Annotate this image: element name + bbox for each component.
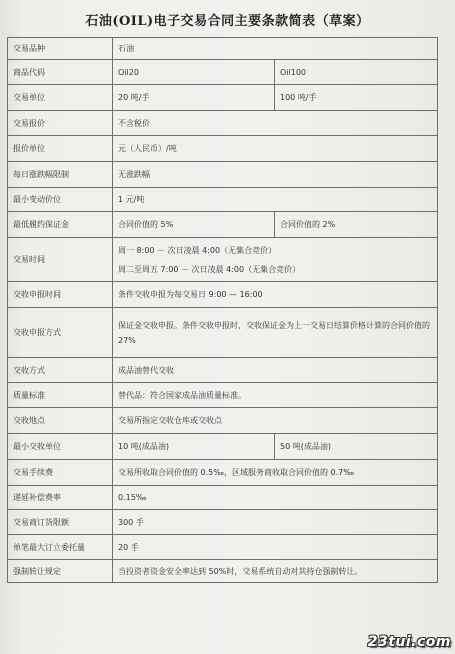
row-value-right: 100 吨/手 <box>275 85 438 111</box>
row-label: 商品代码 <box>8 60 113 85</box>
row-label: 强制转让规定 <box>8 560 113 583</box>
row-value: 交易所收取合同价值的 0.5‰，区域服务商收取合同价值的 0.7‰ <box>113 460 438 486</box>
table-row <box>8 383 438 408</box>
document-title: 石油(OIL)电子交易合同主要条款简表（草案） <box>85 14 370 29</box>
trading-time-line: 周二至周五 7:00 － 次日凌晨 4:00（无集合竞价） <box>118 264 301 274</box>
row-value <box>113 238 438 282</box>
table-row <box>8 162 438 188</box>
table-row <box>8 460 438 486</box>
table-row <box>8 38 438 60</box>
row-label: 交易单位 <box>8 85 113 111</box>
row-value: 条件交收申报为每交易日 9:00 — 16:00 <box>113 282 438 308</box>
table-row <box>8 282 438 308</box>
row-label: 交收申报时间 <box>8 282 113 308</box>
row-value-right: 合同价值的 2% <box>275 212 438 238</box>
row-value-left: Oil20 <box>113 60 275 85</box>
row-label: 交收地点 <box>8 408 113 434</box>
table-row <box>8 308 438 358</box>
site-watermark: 23tui.com <box>367 634 451 650</box>
row-value: 交易所指定交收仓库或交收点 <box>113 408 438 434</box>
row-value: 当投资者资金安全率达到 50%时，交易系统自动对其持仓强制转让。 <box>113 560 438 583</box>
row-label: 最小变动价位 <box>8 188 113 212</box>
row-value: 0.15‰ <box>113 486 438 510</box>
table-row <box>8 358 438 383</box>
table-row <box>8 238 438 282</box>
row-label: 交易报价 <box>8 111 113 136</box>
row-value: 20 手 <box>113 535 438 560</box>
row-value: 无涨跌幅 <box>113 162 438 188</box>
row-value: 不含税价 <box>113 111 438 136</box>
table-row <box>8 60 438 85</box>
row-label: 每日涨跌幅限制 <box>8 162 113 188</box>
row-value: 元（人民币）/吨 <box>113 136 438 162</box>
row-label: 交易手续费 <box>8 460 113 486</box>
table-row <box>8 434 438 460</box>
table-row <box>8 212 438 238</box>
table-row <box>8 535 438 560</box>
row-label: 最小交收单位 <box>8 434 113 460</box>
row-label: 递延补偿费率 <box>8 486 113 510</box>
table-row <box>8 560 438 583</box>
row-value: 1 元/吨 <box>113 188 438 212</box>
trading-time-line: 周一 8:00 － 次日凌晨 4:00（无集合竞价） <box>118 245 277 255</box>
row-label: 交易品种 <box>8 38 113 60</box>
table-row <box>8 85 438 111</box>
table-row <box>8 136 438 162</box>
row-value-left: 合同价值的 5% <box>113 212 275 238</box>
table-row <box>8 510 438 535</box>
row-label: 交易商订货限额 <box>8 510 113 535</box>
row-label: 交易时间 <box>8 238 113 282</box>
row-value: 成品油替代交收 <box>113 358 438 383</box>
row-value: 300 手 <box>113 510 438 535</box>
row-value-left: 20 吨/手 <box>113 85 275 111</box>
row-label: 最低履约保证金 <box>8 212 113 238</box>
table-row <box>8 408 438 434</box>
row-value-left: 10 吨(成品油) <box>113 434 275 460</box>
row-label: 质量标准 <box>8 383 113 408</box>
table-row <box>8 188 438 212</box>
row-label: 单笔最大订立委托量 <box>8 535 113 560</box>
row-label: 交收申报方式 <box>8 308 113 358</box>
contract-terms-table <box>7 37 438 583</box>
row-label: 交收方式 <box>8 358 113 383</box>
row-value-right: 50 吨(成品油) <box>275 434 438 460</box>
row-value-right: Oil100 <box>275 60 438 85</box>
table-row <box>8 486 438 510</box>
row-value <box>113 308 438 358</box>
table-row <box>8 111 438 136</box>
row-value: 替代品：符合国家成品油质量标准。 <box>113 383 438 408</box>
row-value-text: 保证金交收申报。条件交收申报时，交收保证金为上一交易日结算价格计算的合同价值的 27% <box>118 320 430 345</box>
row-value: 石油 <box>113 38 438 60</box>
row-label: 报价单位 <box>8 136 113 162</box>
